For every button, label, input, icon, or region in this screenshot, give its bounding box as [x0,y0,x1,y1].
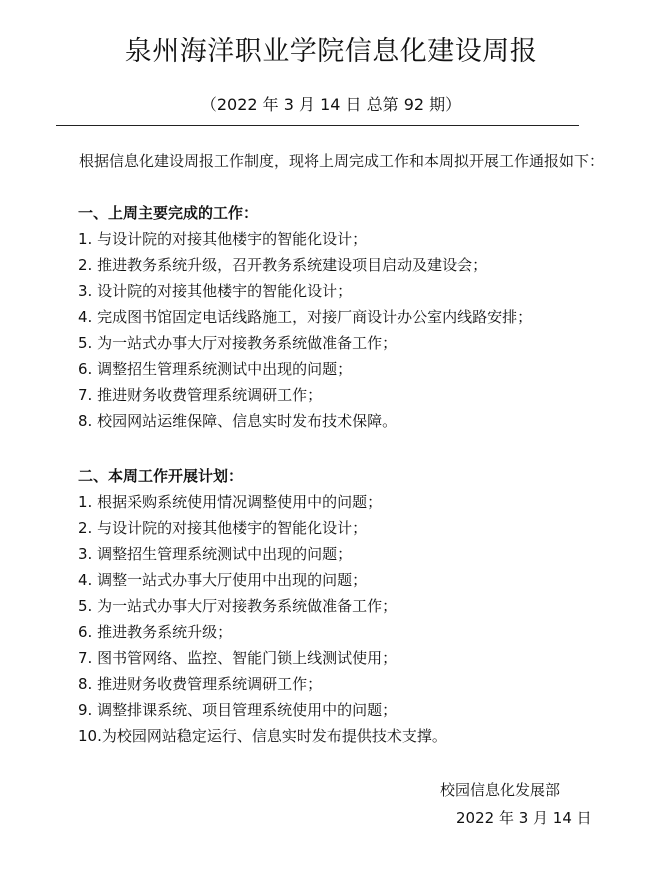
report-issue-line: （2022 年 3 月 14 日 总第 92 期） [200,95,462,114]
list-item: 3. 设计院的对接其他楼宇的智能化设计； [78,282,353,300]
report-title: 泉州海洋职业学院信息化建设周报 [124,36,538,67]
list-item: 8. 校园网站运维保障、信息实时发布技术保障。 [78,412,398,430]
section-heading-this-week: 二、本周工作开展计划： [78,467,244,485]
last-week-list [78,226,638,434]
section-heading-last-week: 一、上周主要完成的工作： [78,204,259,222]
list-item: 6. 调整招生管理系统测试中出现的问题； [78,360,353,378]
list-item: 10.为校园网站稳定运行、信息实时发布提供技术支撑。 [78,727,447,745]
list-item: 6. 推进教务系统升级； [78,623,233,641]
signature-department: 校园信息化发展部 [440,781,561,799]
list-item: 1. 根据采购系统使用情况调整使用中的问题； [78,493,383,511]
list-item: 8. 推进财务收费管理系统调研工作； [78,675,323,693]
list-item: 1. 与设计院的对接其他楼宇的智能化设计； [78,230,368,248]
list-item: 4. 调整一站式办事大厅使用中出现的问题； [78,571,368,589]
header-divider [56,125,579,126]
this-week-list [78,489,638,749]
intro-paragraph: 根据信息化建设周报工作制度，现将上周完成工作和本周拟开展工作通报如下： [79,152,605,170]
list-item: 2. 推进教务系统升级，召开教务系统建设项目启动及建设会； [78,256,488,274]
signature-date: 2022 年 3 月 14 日 [456,809,592,827]
list-item: 7. 推进财务收费管理系统调研工作； [78,386,323,404]
list-item: 5. 为一站式办事大厅对接教务系统做准备工作； [78,334,398,352]
list-item: 5. 为一站式办事大厅对接教务系统做准备工作； [78,597,398,615]
list-item: 2. 与设计院的对接其他楼宇的智能化设计； [78,519,368,537]
list-item: 3. 调整招生管理系统测试中出现的问题； [78,545,353,563]
list-item: 7. 图书管网络、监控、智能门锁上线测试使用； [78,649,398,667]
list-item: 9. 调整排课系统、项目管理系统使用中的问题； [78,701,398,719]
list-item: 4. 完成图书馆固定电话线路施工，对接厂商设计办公室内线路安排； [78,308,533,326]
